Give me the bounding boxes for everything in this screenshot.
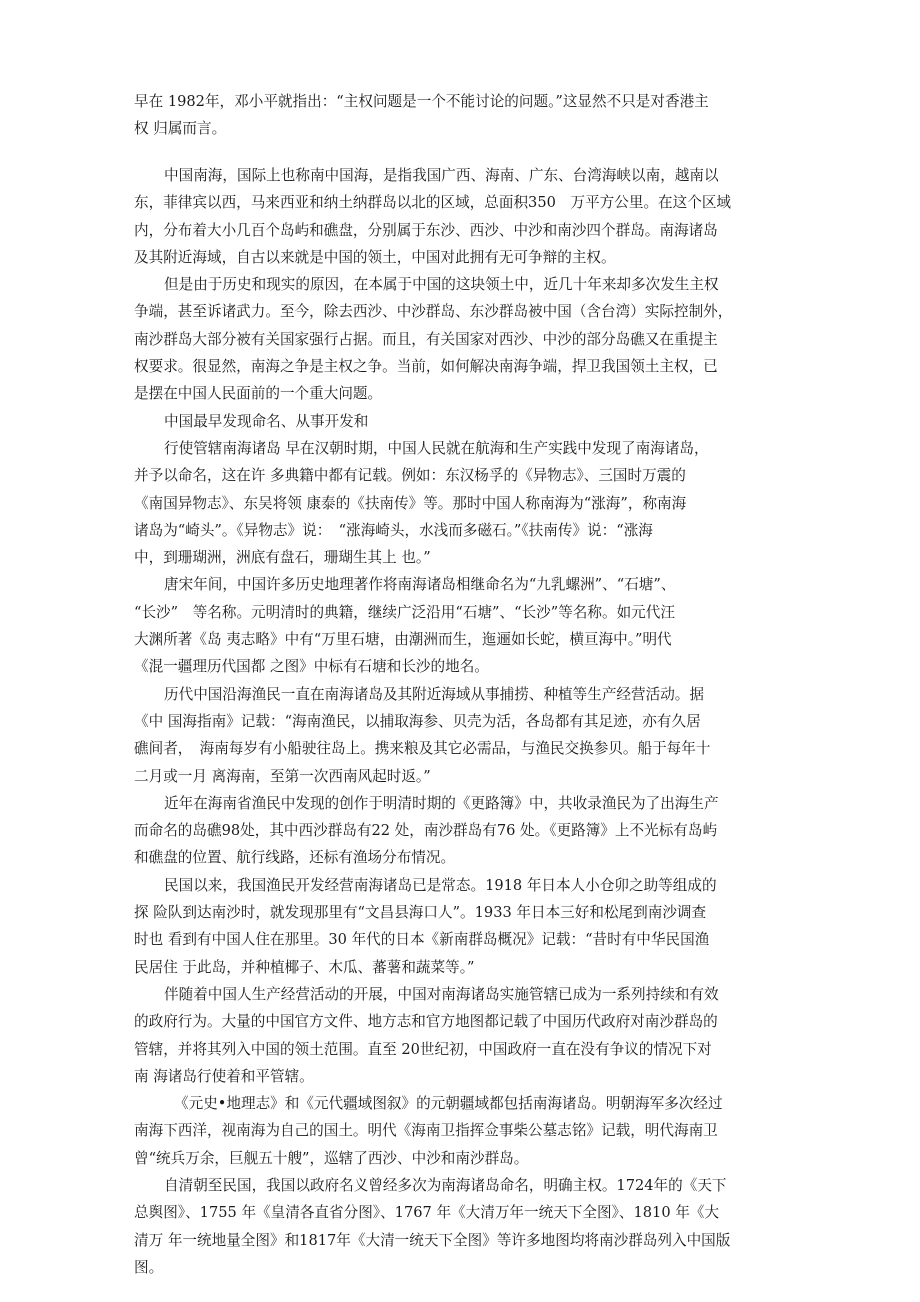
text-line: 《中 国海指南》记载：“海南渔民，以捕取海参、贝壳为活，各岛都有其足迹，亦有久居: [134, 712, 701, 730]
text-line: 清万 年一统地量全图》和1817年《大清一统天下全图》等许多地图均将南沙群岛列入中国版: [134, 1231, 731, 1249]
text-line: 中，到珊瑚洲，洲底有盘石，珊瑚生其上 也。”: [134, 549, 431, 567]
text-line: 曾“统兵万余，巨舰五十艘”，巡辖了西沙、中沙和南沙群岛。: [134, 1149, 529, 1167]
text-line: 并予以命名，这在许 多典籍中都有记载。例如：东汉杨孚的《异物志》、三国时万震的: [134, 467, 686, 485]
text-line: 总舆图》、1755 年《皇清各直省分图》、1767 年《大清万年一统天下全图》、1810 年《大: [134, 1204, 720, 1222]
text-line: 历代中国沿海渔民一直在南海诸岛及其附近海域从事捕捞、种植等生产经营活动。据: [164, 685, 704, 703]
text-line: 伴随着中国人生产经营活动的开展，中国对南海诸岛实施管辖已成为一系列持续和有效: [164, 985, 719, 1003]
text-line: 和礁盘的位置、航行线路，还标有渔场分布情况。: [134, 849, 456, 867]
text-line: “长沙” 等名称。元明清时的典籍，继续广泛沿用“石塘”、“长沙”等名称。如元代汪: [134, 603, 675, 621]
text-line: 的政府行为。大量的中国官方文件、地方志和官方地图都记载了中国历代政府对南沙群岛的: [134, 1013, 718, 1031]
text-line: 民居住 于此岛，并种植椰子、木瓜、蕃薯和蔬菜等。”: [134, 958, 475, 976]
text-line: 唐宋年间，中国许多历史地理著作将南海诸岛相继命名为“九乳螺洲”、“石塘”、: [164, 576, 676, 594]
text-line: 是摆在中国人民面前的一个重大问题。: [134, 385, 383, 403]
text-line: 《南国异物志》、东吴将领 康泰的《扶南传》等。那时中国人称南海为“涨海”，称南海: [134, 494, 687, 512]
text-line: 南 海诸岛行使着和平管辖。: [134, 1067, 314, 1085]
text-line: 《混一疆理历代国都 之图》中标有石塘和长沙的地名。: [134, 658, 489, 676]
text-line: 但是由于历史和现实的原因，在本属于中国的这块领土中，近几十年来却多次发生主权: [164, 276, 719, 294]
section-heading: 中国最早发现命名、从事开发和: [164, 412, 369, 430]
text-line: 二月或一月 离海南，至第一次西南风起时返。”: [134, 767, 431, 785]
text-line: 探 险队到达南沙时，就发现那里有“文昌县海口人”。1933 年日本三好和松尾到南沙调查: [134, 904, 707, 922]
text-line: 早在 1982年，邓小平就指出：“主权问题是一个不能讨论的问题。”这显然不只是对香港主: [134, 93, 709, 110]
text-line: 南海下西洋，视南海为自己的国土。明代《海南卫指挥佥事柴公墓志铭》记载，明代海南卫: [134, 1122, 718, 1140]
text-line: 《元史•地理志》和《元代疆域图叙》的元朝疆域都包括南海诸岛。明朝海军多次经过: [174, 1095, 723, 1113]
text-line: 民国以来，我国渔民开发经营南海诸岛已是常态。1918 年日本人小仓卯之助等组成的: [164, 876, 717, 894]
intro-paragraph: [134, 88, 799, 143]
body-text: [134, 162, 799, 1281]
text-line: 自清朝至民国，我国以政府名义曾经多次为南海诸岛命名，明确主权。1724年的《天下: [164, 1176, 727, 1194]
text-line: 管辖，并将其列入中国的领土范围。直至 20世纪初，中国政府一直在没有争议的情况下对: [134, 1040, 712, 1058]
text-line: 争端，甚至诉诸武力。至今，除去西沙、中沙群岛、东沙群岛被中国（含台湾）实际控制外，: [134, 303, 733, 321]
text-line: 礁间者， 海南每岁有小船驶往岛上。携来粮及其它必需品，与渔民交换参贝。船于每年十: [134, 740, 711, 758]
text-line: 近年在海南省渔民中发现的创作于明清时期的《更路簿》中，共收录渔民为了出海生产: [164, 794, 719, 812]
text-line: 图。: [134, 1258, 164, 1276]
text-line: 及其附近海域，自古以来就是中国的领土，中国对此拥有无可争辩的主权。: [134, 248, 616, 266]
text-line: 而命名的岛礁98处，其中西沙群岛有22 处，南沙群岛有76 处。《更路簿》上不光标有岛屿: [134, 822, 718, 840]
text-line: 南沙群岛大部分被有关国家强行占据。而且，有关国家对西沙、中沙的部分岛礁又在重提主: [134, 330, 718, 348]
text-line: 诸岛为“崎头”。《异物志》说： “涨海崎头，水浅而多磁石。”《扶南传》说：“涨海: [134, 521, 653, 539]
text-line: 中国南海，国际上也称南中国海，是指我国广西、海南、广东、台湾海峡以南，越南以: [164, 167, 719, 184]
text-line: 大渊所著《岛 夷志略》中有“万里石塘，由潮洲而生，迤逦如长蛇，横亘海中。”明代: [134, 631, 672, 649]
text-line: 内，分布着大小几百个岛屿和礁盘，分别属于东沙、西沙、中沙和南沙四个群岛。南海诸岛: [134, 221, 718, 239]
text-line: 权 归属而言。: [134, 120, 227, 138]
text-line: 东，菲律宾以西，马来西亚和纳土纳群岛以北的区域，总面积350 万平方公里。在这个区域: [134, 194, 732, 212]
text-line: 权要求。很显然，南海之争是主权之争。当前，如何解决南海争端，捍卫我国领土主权，已: [134, 358, 718, 376]
text-line: 时也 看到有中国人住在那里。30 年代的日本《新南群岛概况》记载：“昔时有中华民国渔: [134, 931, 710, 949]
text-line: 行使管辖南海诸岛 早在汉朝时期，中国人民就在航海和生产实践中发现了南海诸岛，: [164, 439, 709, 457]
